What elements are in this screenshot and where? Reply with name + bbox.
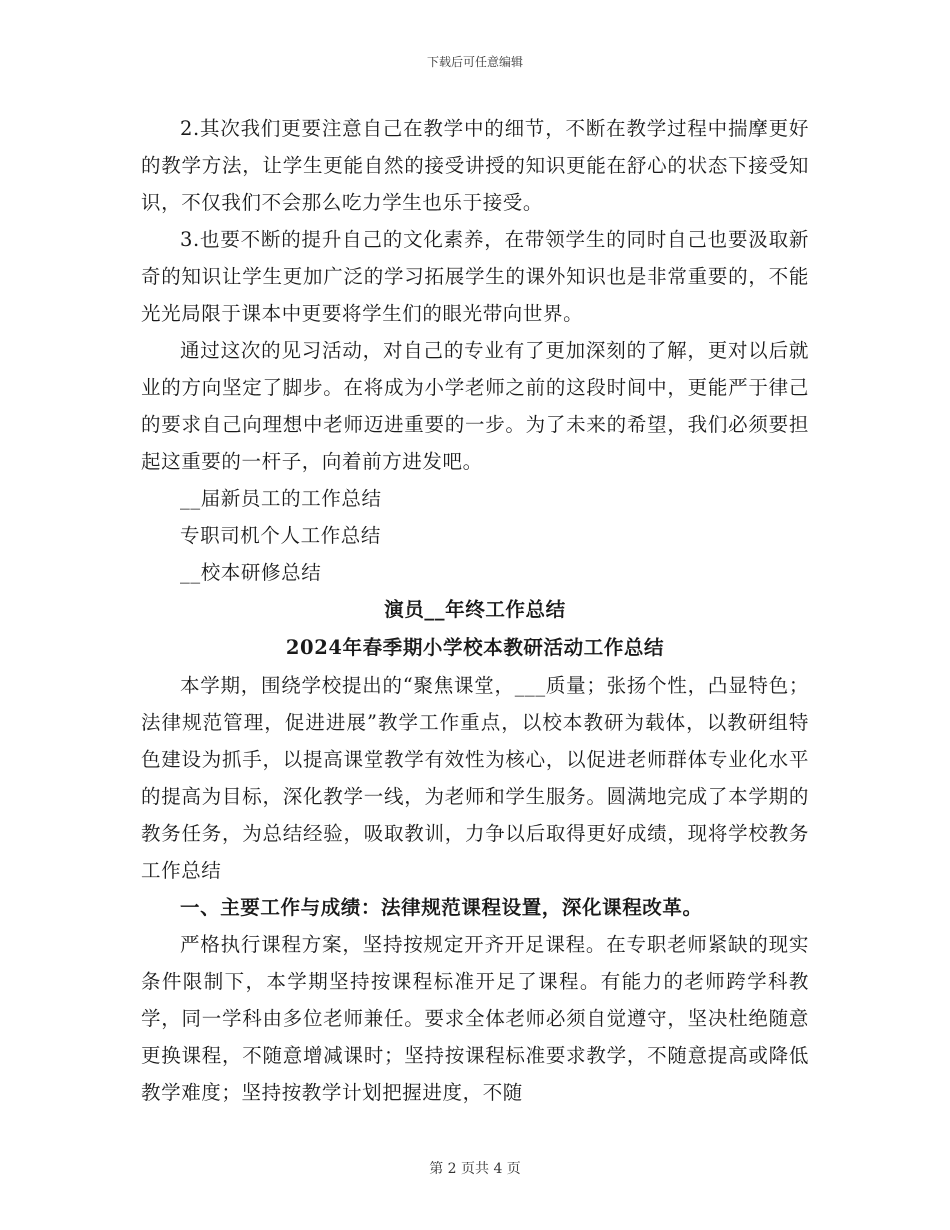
document-title-2: 2024年春季期小学校本教研活动工作总结 — [285, 636, 665, 659]
paragraph-point-3: 3.也要不断的提升自己的文化素养，在带领学生的同时自己也要汲取新奇的知识让学生更加广泛的学习拓展学生的课外知识也是非常重要的，不能光光局限于课本中更要将学生们的眼光带向世界。 — [141, 228, 809, 325]
paragraph-conclusion: 通过这次的见习活动，对自己的专业有了更加深刻的了解，更对以后就业的方向坚定了脚步。在将成为小学老师之前的这段时间中，更能严于律己的要求自己向理想中老师迈进重要的一步。为了未来的希望，我们必须要担起这重要的一杆子，向着前方进发吧。 — [141, 339, 809, 473]
document-body — [141, 110, 809, 1111]
related-link-2[interactable]: 专职司机个人工作总结 — [180, 524, 382, 547]
paragraph-intro: 本学期，围绕学校提出的“聚焦课堂，___质量；张扬个性，凸显特色；法律规范管理，促进进展”教学工作重点，以校本教研为载体，以教研组特色建设为抓手，以提高课堂教学有效性为核心，以促进老师群体专业化水平的提高为目标，深化教学一线，为老师和学生服务。圆满地完成了本学期的教务任务，为总结经验，吸取教训，力争以后取得更好成绩，现将学校教务工作总结 — [141, 674, 809, 882]
document-title-1: 演员__年终工作总结 — [384, 598, 566, 621]
section-heading-1: 一、主要工作与成绩：法律规范课程设置，深化课程改革。 — [180, 896, 703, 919]
page-header: 下载后可任意编辑 — [426, 55, 523, 69]
related-link-3[interactable]: __校本研修总结 — [180, 561, 322, 584]
related-link-1[interactable]: __届新员工的工作总结 — [180, 487, 382, 510]
page-footer: 第 2 页共 4 页 — [429, 1161, 521, 1177]
paragraph-point-2: 2.其次我们更要注意自己在教学中的细节，不断在教学过程中揣摩更好的教学方法，让学生更能自然的接受讲授的知识更能在舒心的状态下接受知识，不仅我们不会那么吃力学生也乐于接受。 — [141, 117, 809, 214]
paragraph-section-1: 严格执行课程方案，坚持按规定开齐开足课程。在专职老师紧缺的现实条件限制下，本学期坚持按课程标准开足了课程。有能力的老师跨学科教学，同一学科由多位老师兼任。要求全体老师必须自觉遵守，坚决杜绝随意更换课程，不随意增减课时；坚持按课程标准要求教学，不随意提高或降低教学难度；坚持按教学计划把握进度，不随 — [141, 933, 809, 1104]
